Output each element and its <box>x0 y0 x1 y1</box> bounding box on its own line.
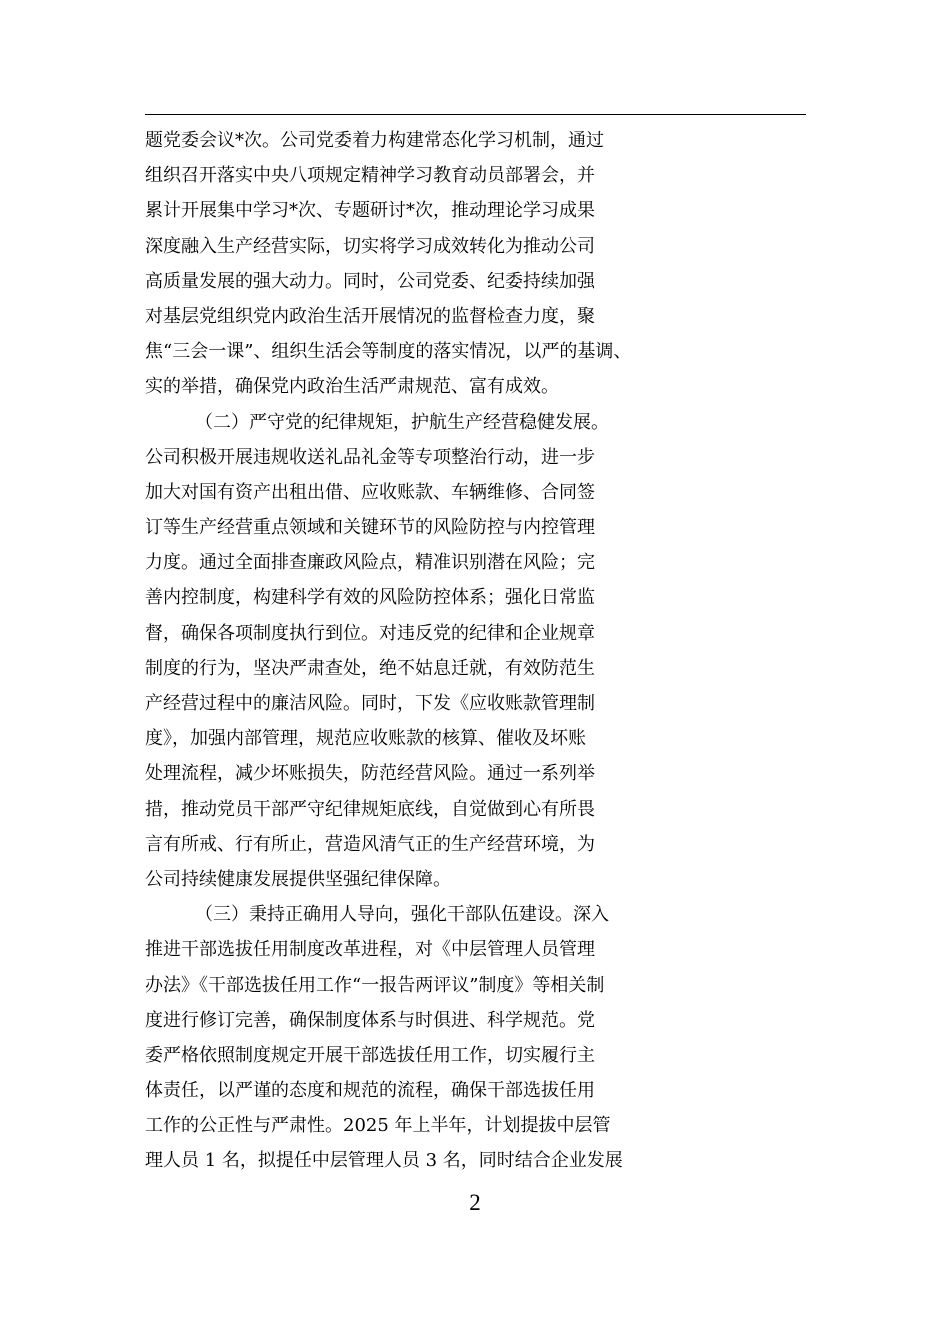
text-line: 组织召开落实中央八项规定精神学习教育动员部署会，并 <box>145 165 595 187</box>
text-line: 累计开展集中学习*次、专题研讨*次，推动理论学习成果 <box>145 200 595 222</box>
text-line: 订等生产经营重点领域和关键环节的风险防控与内控管理 <box>145 517 595 539</box>
text-line: 办法》《干部选拔任用工作“一报告两评议”制度》等相关制 <box>145 974 605 996</box>
section-heading-line: （二）严守党的纪律规矩，护航生产经营稳健发展。 <box>195 411 609 433</box>
text-line: 体责任，以严谨的态度和规范的流程，确保干部选拔任用 <box>145 1080 595 1102</box>
text-line: 公司持续健康发展提供坚强纪律保障。 <box>145 868 451 890</box>
text-line: 实的举措，确保党内政治生活严肃规范、富有成效。 <box>145 376 559 398</box>
text-line: 焦“三会一课”、组织生活会等制度的落实情况，以严的基调、 <box>145 341 632 363</box>
text-line: 善内控制度，构建科学有效的风险防控体系；强化日常监 <box>145 587 595 609</box>
document-body <box>145 123 815 1179</box>
text-line: 言有所戒、行有所止，营造风清气正的生产经营环境，为 <box>145 833 595 855</box>
text-line: 委严格依照制度规定开展干部选拔任用工作，切实履行主 <box>145 1044 595 1066</box>
text-line: 措，推动党员干部严守纪律规矩底线，自觉做到心有所畏 <box>145 798 595 820</box>
header-rule <box>145 114 806 115</box>
text-line: 理人员 1 名，拟提任中层管理人员 3 名，同时结合企业发展 <box>145 1150 623 1172</box>
text-line: 处理流程，减少坏账损失，防范经营风险。通过一系列举 <box>145 763 595 785</box>
text-line: 制度的行为，坚决严肃查处，绝不姑息迁就，有效防范生 <box>145 657 595 679</box>
text-line: 督，确保各项制度执行到位。对违反党的纪律和企业规章 <box>145 622 595 644</box>
text-line: 产经营过程中的廉洁风险。同时，下发《应收账款管理制 <box>145 693 595 714</box>
page-number: 2 <box>469 1190 481 1215</box>
text-line: 加大对国有资产出租出借、应收账款、车辆维修、合同签 <box>145 481 595 503</box>
section-heading-line: （三）秉持正确用人导向，强化干部队伍建设。深入 <box>195 904 609 926</box>
text-line: 题党委会议*次。公司党委着力构建常态化学习机制，通过 <box>145 130 604 151</box>
text-line: 高质量发展的强大动力。同时，公司党委、纪委持续加强 <box>145 270 595 292</box>
text-line: 度》，加强内部管理，规范应收账款的核算、催收及坏账 <box>145 728 586 750</box>
text-line: 度进行修订完善，确保制度体系与时俱进、科学规范。党 <box>145 1009 595 1031</box>
text-line: 推进干部选拔任用制度改革进程，对《中层管理人员管理 <box>145 939 595 961</box>
text-line: 公司积极开展违规收送礼品礼金等专项整治行动，进一步 <box>145 446 595 468</box>
text-line: 对基层党组织党内政治生活开展情况的监督检查力度，聚 <box>145 305 595 327</box>
text-line: 工作的公正性与严肃性。2025 年上半年，计划提拔中层管 <box>145 1115 611 1137</box>
text-line: 深度融入生产经营实际，切实将学习成效转化为推动公司 <box>145 235 595 257</box>
text-line: 力度。通过全面排查廉政风险点，精准识别潜在风险；完 <box>145 552 595 574</box>
